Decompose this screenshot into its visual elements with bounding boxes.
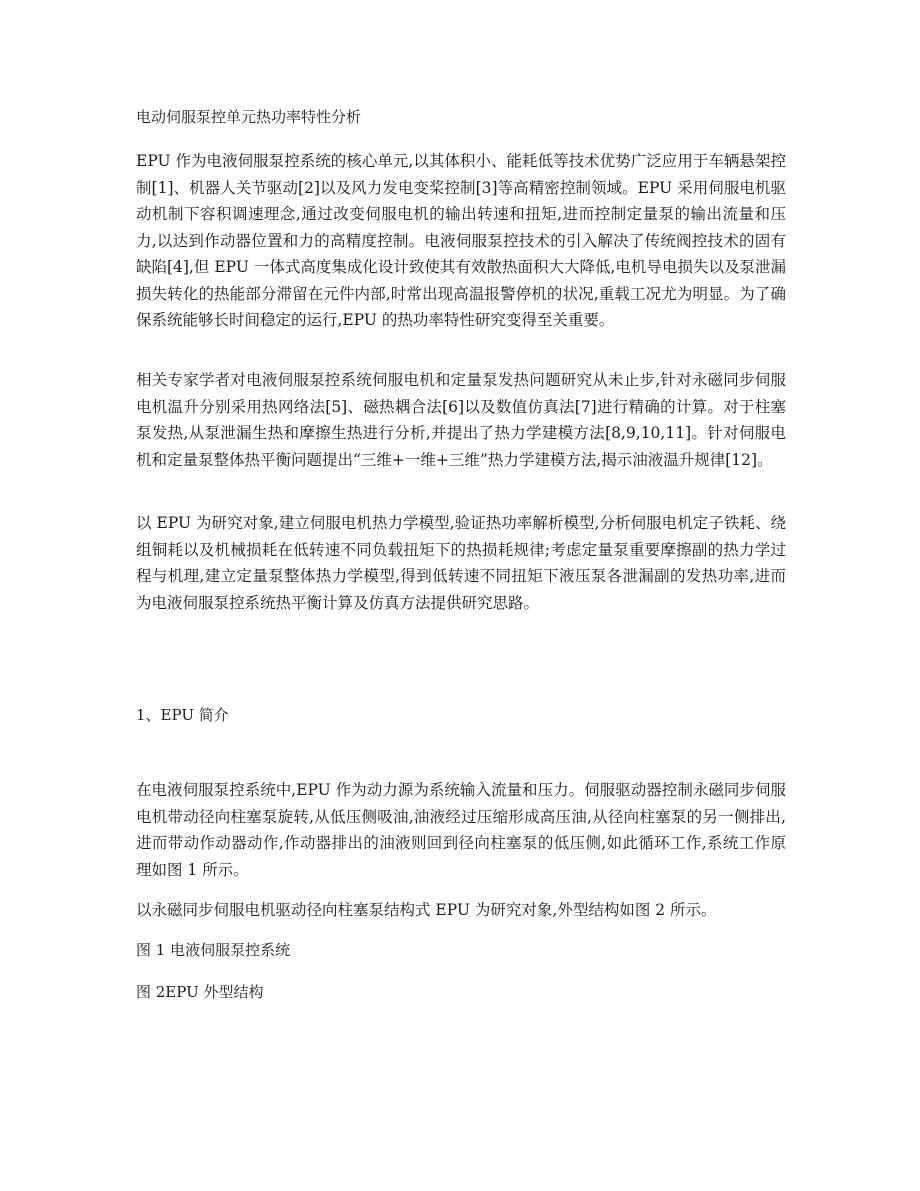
figure-caption-2: 图 2EPU 外型结构 <box>136 983 264 1001</box>
intro-paragraph-1: EPU 作为电液伺服泵控系统的核心单元,以其体积小、能耗低等技术优势广泛应用于车辆悬架控制[1]、机器人关节驱动[2]以及风力发电变桨控制[3]等高精密控制领域。EPU 采用伺服电机驱动机制下容积调速理念,通过改变伺服电机的输出转速和扭矩,进而控制定量泵的输出流量和压力,以达到作动器位置和力的高精度控制。电液伺服泵控技术的引入解决了传统阀控技术的固有缺陷[4],但 EPU 一体式高度集成化设计致使其有效散热面积大大降低,电机导电损失以及泵泄漏损失转化的热能部分滞留在元件内部,时常出现高温报警停机的状况,重载工况尤为明显。为了确保系统能够长时间稳定的运行,EPU 的热功率特性研究变得至关重要。 <box>136 152 786 329</box>
intro-paragraph-3: 以 EPU 为研究对象,建立伺服电机热力学模型,验证热功率解析模型,分析伺服电机定子铁耗、绕组铜耗以及机械损耗在低转速不同负载扭矩下的热损耗规律;考虑定量泵重要摩擦副的热力学过程与机理,建立定量泵整体热力学模型,得到低转速不同扭矩下液压泵各泄漏副的发热功率,进而为电液伺服泵控系统热平衡计算及仿真方法提供研究思路。 <box>136 514 786 612</box>
section-paragraph-1: 在电液伺服泵控系统中,EPU 作为动力源为系统输入流量和压力。伺服驱动器控制永磁同步伺服电机带动径向柱塞泵旋转,从低压侧吸油,油液经过压缩形成高压油,从径向柱塞泵的另一侧排出,进而带动作动器动作,作动器排出的油液则回到径向柱塞泵的低压侧,如此循环工作,系统工作原理如图 1 所示。 <box>136 781 786 879</box>
intro-paragraph-2: 相关专家学者对电液伺服泵控系统伺服电机和定量泵发热问题研究从未止步,针对永磁同步伺服电机温升分别采用热网络法[5]、磁热耦合法[6]以及数值仿真法[7]进行精确的计算。对于柱塞泵发热,从泵泄漏生热和摩擦生热进行分析,并提出了热力学建模方法[8,9,10,11]。针对伺服电机和定量泵整体热平衡问题提出“三维+一维+三维”热力学建模方法,揭示油液温升规律[12]。 <box>136 371 786 469</box>
section-paragraph-2: 以永磁同步伺服电机驱动径向柱塞泵结构式 EPU 为研究对象,外型结构如图 2 所示。 <box>136 901 717 919</box>
document-title: 电动伺服泵控单元热功率特性分析 <box>136 108 362 126</box>
figure-caption-1: 图 1 电液伺服泵控系统 <box>136 941 291 959</box>
section-heading: 1、EPU 简介 <box>136 706 229 724</box>
